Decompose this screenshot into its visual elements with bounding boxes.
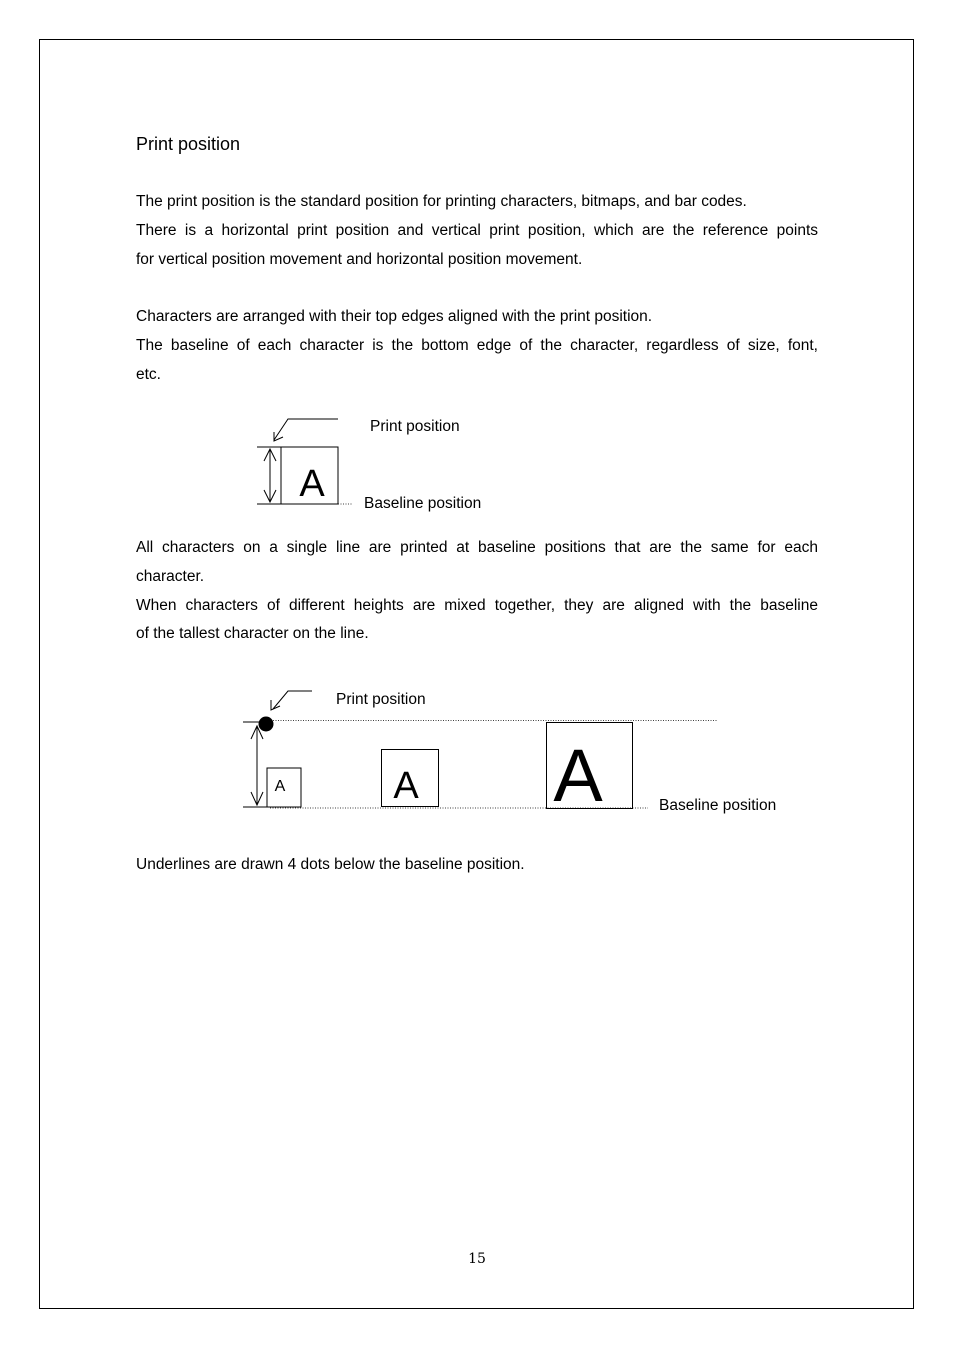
page-number: 15 [468, 1251, 486, 1267]
baseline-position-label: Baseline position [364, 495, 482, 512]
large-character-glyph: A [553, 734, 603, 817]
medium-character-glyph: A [393, 765, 419, 807]
paragraph-line: There is a horizontal print position and vertical print position, which are the reference points [136, 221, 818, 239]
paragraph-line: All characters on a single line are printed at baseline positions that are the same for each [136, 539, 818, 556]
paragraph-line: character. [136, 567, 205, 585]
baseline-position-label: Baseline position [659, 797, 777, 814]
print-position-label: Print position [370, 418, 460, 435]
paragraph-line: of the tallest character on the line. [136, 625, 369, 643]
character-glyph: A [299, 463, 325, 505]
paragraph-line: etc. [136, 365, 161, 383]
small-character-glyph: A [274, 778, 286, 795]
section-heading: Print position [136, 134, 241, 154]
paragraph-line: When characters of different heights are mixed together, they are aligned with the baseline [136, 596, 818, 614]
paragraph-line: Characters are arranged with their top edges aligned with the print position. [136, 308, 653, 325]
paragraph-line: The print position is the standard position for printing characters, bitmaps, and bar codes. [136, 193, 747, 210]
paragraph-underline [136, 851, 818, 880]
paragraph-line: The baseline of each character is the bottom edge of the character, regardless of size, font, [136, 336, 818, 354]
paragraph-line: for vertical position movement and horizontal position movement. [136, 250, 583, 268]
paragraph-line: Underlines are drawn 4 dots below the baseline position. [136, 856, 525, 873]
print-position-label: Print position [336, 691, 426, 708]
print-position-dot [259, 717, 274, 732]
